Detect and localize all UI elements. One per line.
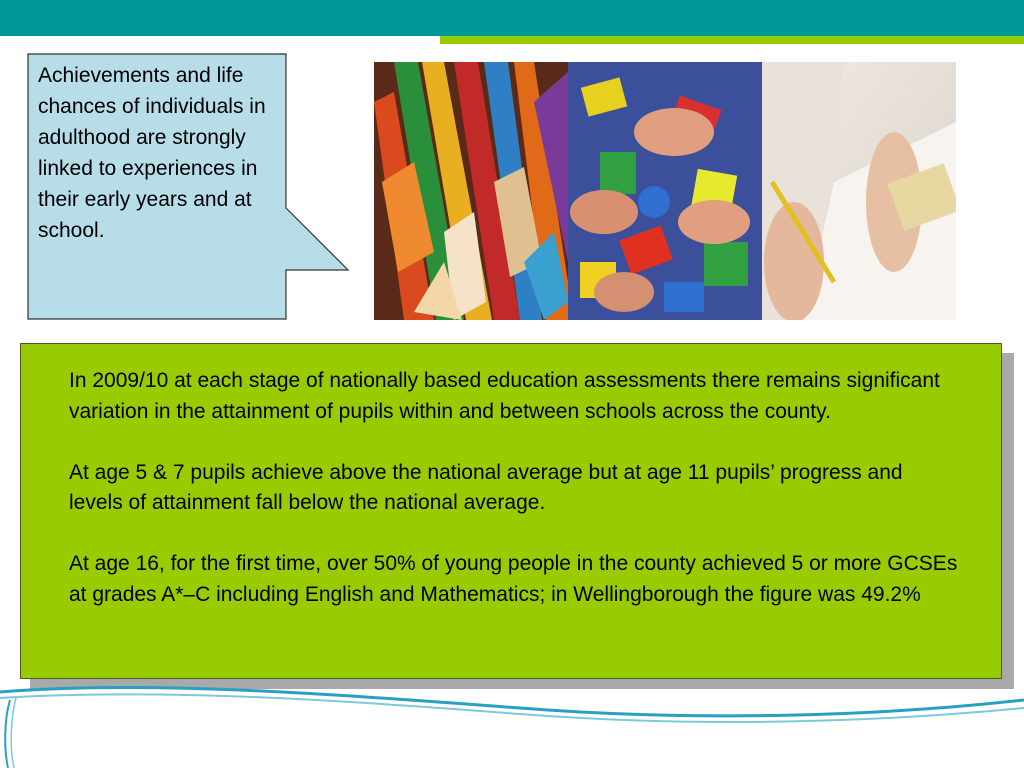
textbox-content [69,366,959,610]
paragraph-attainment-variation: In 2009/10 at each stage of nationally based education assessments there remains significant variation in the attainment of pupils within and between schools across the county. [69,369,940,423]
callout-text: Achievements and life chances of individuals in adulthood are strongly linked to experiences in their early years and at school. [38,64,266,242]
main-textbox [20,343,1002,679]
paragraph-age-16-gcse: At age 16, for the first time, over 50% of young people in the county achieved 5 or more GCSEs at grades A*–C including English and Mathematics; in Wellingborough the figure was 49.2% [69,552,958,606]
decorative-swoosh [0,670,1024,768]
accent-line [440,36,1024,44]
education-photo-collage [374,62,956,320]
paragraph-age-5-7-11: At age 5 & 7 pupils achieve above the national average but at age 11 pupils’ progress and levels of attainment fall below the national average. [69,460,903,514]
callout-box [0,0,360,330]
